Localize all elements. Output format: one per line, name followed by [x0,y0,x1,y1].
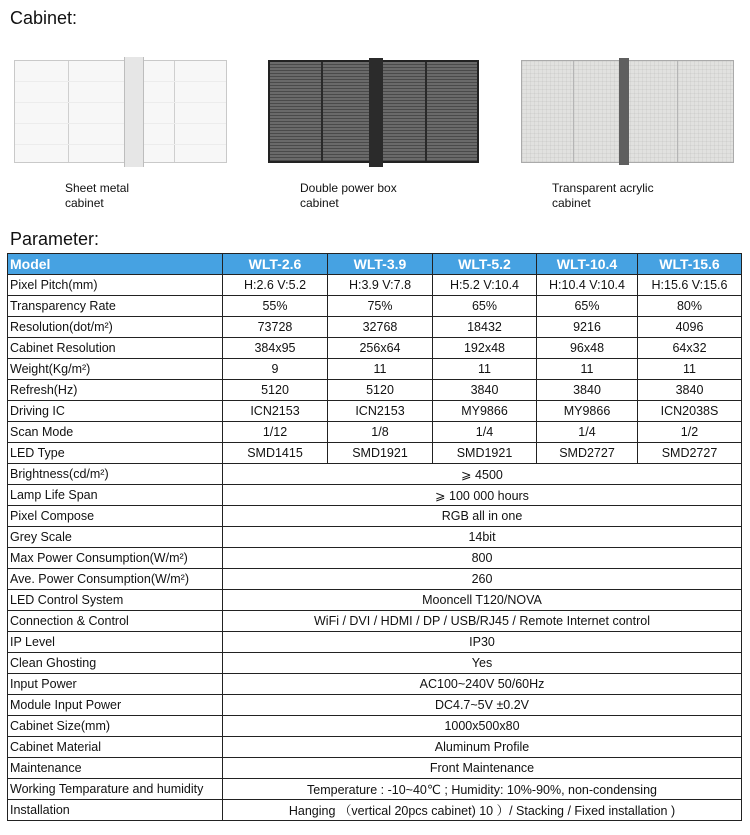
table-header-row [8,254,742,275]
row-label: Grey Scale [8,527,223,548]
row-label: Max Power Consumption(W/m²) [8,548,223,569]
row-value: ICN2038S [638,401,742,422]
row-value: 9216 [537,317,638,338]
table-row [8,443,742,464]
sheet-metal-cabinet-image [14,60,227,163]
table-row [8,716,742,737]
row-value: 73728 [223,317,328,338]
row-value: Mooncell T120/NOVA [223,590,742,611]
row-value: Yes [223,653,742,674]
table-row [8,632,742,653]
table-row [8,338,742,359]
header-wlt-15.6: WLT-15.6 [638,254,742,275]
row-value: 1000x500x80 [223,716,742,737]
table-row [8,296,742,317]
row-value: Front Maintenance [223,758,742,779]
row-value: DC4.7~5V ±0.2V [223,695,742,716]
row-value: 65% [537,296,638,317]
cabinet-heading: Cabinet: [10,8,78,28]
header-model: Model [8,254,223,275]
row-value: 4096 [638,317,742,338]
row-label: Resolution(dot/m²) [8,317,223,338]
row-label: Transparency Rate [8,296,223,317]
table-row [8,359,742,380]
table-row [8,674,742,695]
row-label: Maintenance [8,758,223,779]
table-row [8,800,742,821]
parameter-heading: Parameter: [10,229,100,249]
row-value: 11 [537,359,638,380]
row-value: 1/2 [638,422,742,443]
row-value: 18432 [433,317,537,338]
row-label: Lamp Life Span [8,485,223,506]
row-value: 96x48 [537,338,638,359]
row-label: Cabinet Size(mm) [8,716,223,737]
table-row [8,275,742,296]
row-value: 11 [638,359,742,380]
row-value: 192x48 [433,338,537,359]
header-wlt-5.2: WLT-5.2 [433,254,537,275]
row-value: 1/12 [223,422,328,443]
row-value: WiFi / DVI / HDMI / DP / USB/RJ45 / Remote Internet control [223,611,742,632]
row-value: Temperature : -10~40℃ ; Humidity: 10%-90%, non-condensing [223,779,742,800]
row-value: SMD2727 [638,443,742,464]
row-label: Pixel Compose [8,506,223,527]
sheet-metal-caption: Sheet metal cabinet [65,181,130,210]
row-value: 9 [223,359,328,380]
row-value: 384x95 [223,338,328,359]
table-row [8,548,742,569]
table-row [8,485,742,506]
row-label: Ave. Power Consumption(W/m²) [8,569,223,590]
row-value: 5120 [223,380,328,401]
double-power-box-caption: Double power box cabinet [300,181,397,210]
row-label: Cabinet Material [8,737,223,758]
row-value: 1/4 [537,422,638,443]
row-value: 11 [433,359,537,380]
row-label: Connection & Control [8,611,223,632]
header-wlt-2.6: WLT-2.6 [223,254,328,275]
row-value: ⩾ 100 000 hours [223,485,742,506]
row-value: SMD1921 [328,443,433,464]
row-value: Hanging （vertical 20pcs cabinet) 10 ）/ Stacking / Fixed installation ) [223,800,742,821]
table-row [8,464,742,485]
row-label: Input Power [8,674,223,695]
row-value: MY9866 [537,401,638,422]
row-value: 64x32 [638,338,742,359]
row-value: 3840 [433,380,537,401]
row-value: 65% [433,296,537,317]
row-value: 75% [328,296,433,317]
row-value: IP30 [223,632,742,653]
row-value: SMD2727 [537,443,638,464]
row-label: IP Level [8,632,223,653]
row-value: H:5.2 V:10.4 [433,275,537,296]
row-label: Working Temparature and humidity [8,779,223,800]
transparent-acrylic-caption: Transparent acrylic cabinet [552,181,654,210]
row-value: SMD1415 [223,443,328,464]
table-row [8,590,742,611]
table-row [8,317,742,338]
row-value: 260 [223,569,742,590]
table-row [8,737,742,758]
table-row [8,611,742,632]
row-label: Scan Mode [8,422,223,443]
table-row [8,380,742,401]
row-label: Module Input Power [8,695,223,716]
row-value: 256x64 [328,338,433,359]
row-value: MY9866 [433,401,537,422]
row-label: LED Control System [8,590,223,611]
row-value: 800 [223,548,742,569]
header-wlt-3.9: WLT-3.9 [328,254,433,275]
table-row [8,527,742,548]
header-wlt-10.4: WLT-10.4 [537,254,638,275]
row-value: 3840 [537,380,638,401]
row-value: 3840 [638,380,742,401]
table-row [8,758,742,779]
table-row [8,422,742,443]
row-value: ICN2153 [328,401,433,422]
row-value: RGB all in one [223,506,742,527]
row-label: Cabinet Resolution [8,338,223,359]
table-row [8,506,742,527]
table-row [8,695,742,716]
row-value: 80% [638,296,742,317]
table-row [8,401,742,422]
row-value: 32768 [328,317,433,338]
row-label: Driving IC [8,401,223,422]
row-value: H:3.9 V:7.8 [328,275,433,296]
row-value: ⩾ 4500 [223,464,742,485]
row-value: 1/4 [433,422,537,443]
row-value: 14bit [223,527,742,548]
row-value: H:15.6 V:15.6 [638,275,742,296]
row-value: 55% [223,296,328,317]
row-label: Installation [8,800,223,821]
parameter-table [7,253,742,821]
table-row [8,569,742,590]
transparent-acrylic-cabinet-image [521,60,734,163]
row-value: ICN2153 [223,401,328,422]
row-label: Clean Ghosting [8,653,223,674]
row-value: 5120 [328,380,433,401]
row-value: SMD1921 [433,443,537,464]
row-value: H:10.4 V:10.4 [537,275,638,296]
row-value: 11 [328,359,433,380]
double-power-box-cabinet-image [268,60,479,163]
table-row [8,653,742,674]
row-value: Aluminum Profile [223,737,742,758]
row-value: 1/8 [328,422,433,443]
row-label: Weight(Kg/m²) [8,359,223,380]
row-label: LED Type [8,443,223,464]
row-value: AC100~240V 50/60Hz [223,674,742,695]
row-label: Brightness(cd/m²) [8,464,223,485]
row-label: Refresh(Hz) [8,380,223,401]
table-row [8,779,742,800]
row-label: Pixel Pitch(mm) [8,275,223,296]
row-value: H:2.6 V:5.2 [223,275,328,296]
